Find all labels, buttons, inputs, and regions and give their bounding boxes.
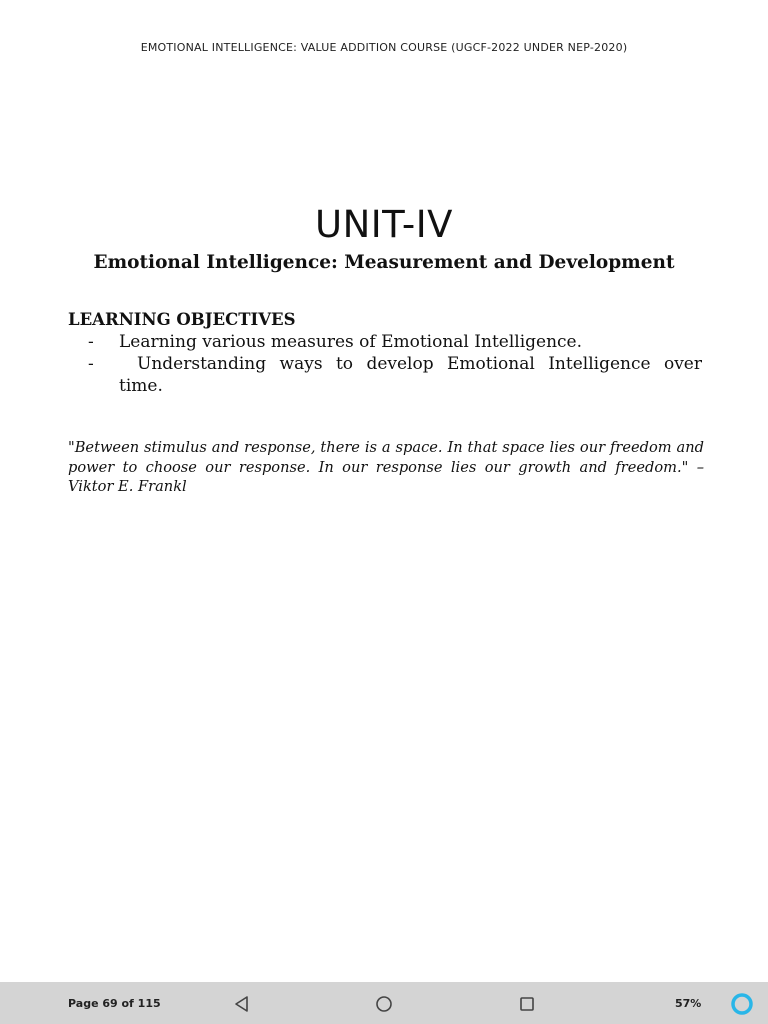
objective-text: Learning various measures of Emotional Intelligence. (119, 332, 583, 352)
objectives-heading: LEARNING OBJECTIVES (68, 310, 296, 329)
home-button[interactable] (371, 991, 397, 1017)
list-item (68, 331, 702, 353)
assistant-button[interactable] (730, 992, 754, 1016)
list-item (68, 353, 702, 397)
back-icon (233, 995, 251, 1013)
recents-button[interactable] (514, 991, 540, 1017)
list-bullet: - (88, 354, 94, 374)
running-header: EMOTIONAL INTELLIGENCE: VALUE ADDITION COURSE (UGCF-2022 UNDER NEP-2020) (140, 41, 628, 54)
assistant-icon (730, 992, 754, 1016)
recents-icon (518, 995, 536, 1013)
unit-subtitle: Emotional Intelligence: Measurement and Development (93, 252, 675, 273)
unit-title: UNIT-IV (315, 203, 453, 246)
battery-level: 57% (675, 997, 702, 1010)
page-indicator: Page 69 of 115 (68, 997, 161, 1010)
list-bullet: - (88, 332, 94, 352)
learning-objectives (68, 310, 702, 397)
navigation-bar (0, 982, 768, 1024)
objective-text: Understanding ways to develop Emotional Intelligence over time. (119, 354, 702, 396)
home-icon (375, 995, 393, 1013)
back-button[interactable] (229, 991, 255, 1017)
epigraph-quote: "Between stimulus and response, there is a space. In that space lies our freedom and power to choose our response. In our response lies our growth and freedom." – Viktor E. Frankl (68, 439, 704, 495)
